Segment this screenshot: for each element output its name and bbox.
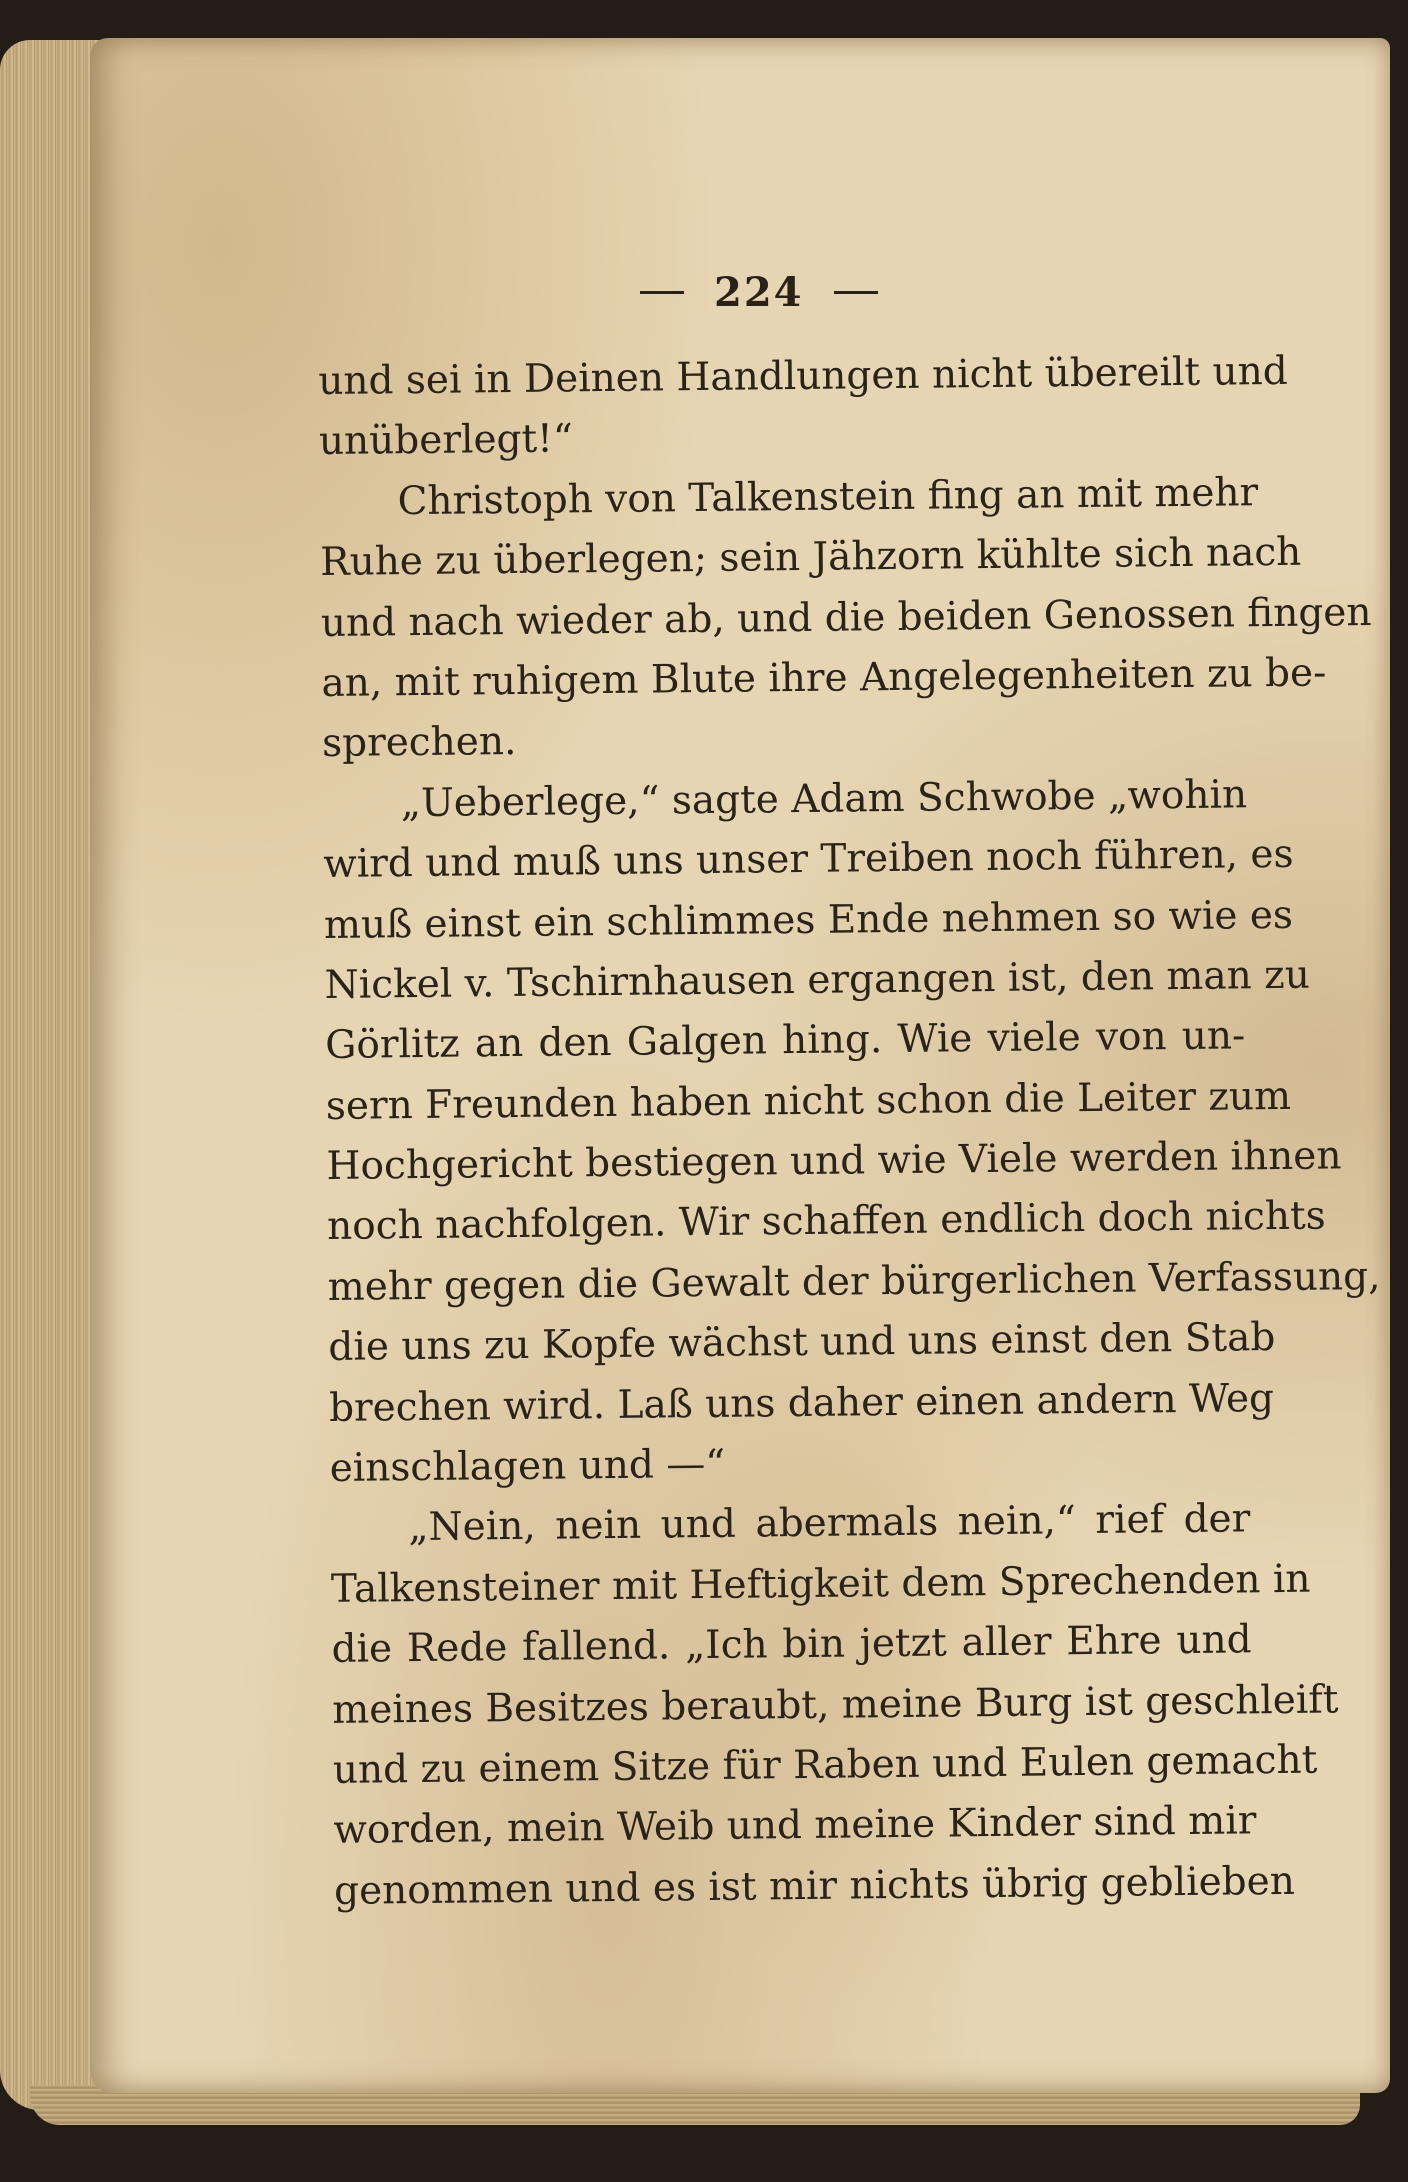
- text-line: sprechen.: [321, 719, 517, 767]
- text-line: „Nein, nein und abermals nein,“ rief der: [408, 1496, 1251, 1551]
- text-line: Ruhe zu überlegen; sein Jähzorn kühlte sich nach: [319, 529, 1302, 586]
- text-line: meines Besitzes beraubt, meine Burg ist geschleift: [331, 1676, 1339, 1733]
- text-line: Hochgericht bestiegen und wie Viele werden ihnen: [326, 1133, 1342, 1190]
- text-line: Nickel v. Tschirnhausen ergangen ist, den man zu: [324, 952, 1311, 1008]
- text-line: „Ueberlege,“ sagte Adam Schwobe „wohin: [400, 772, 1248, 826]
- text-line: sern Freunden haben nicht schon die Leiter zum: [325, 1073, 1292, 1129]
- body-text: [318, 342, 1381, 1922]
- text-line: Talkensteiner mit Heftigkeit dem Sprechenden in: [330, 1556, 1311, 1612]
- text-line: einschlagen und —“: [329, 1441, 726, 1491]
- text-line: und nach wieder ab, und die beiden Genossen fingen: [320, 589, 1372, 646]
- text-line: wird und muß uns unser Treiben noch führen, es: [323, 831, 1294, 888]
- text-line: und sei in Deinen Handlungen nicht übereilt und: [318, 348, 1288, 404]
- text-line: an, mit ruhigem Blute ihre Angelegenheiten zu be-: [321, 650, 1327, 706]
- text-line: worden, mein Weib und meine Kinder sind mir: [333, 1798, 1257, 1854]
- text-line: genommen und es ist mir nichts übrig geblieben: [333, 1858, 1296, 1914]
- text-line: brechen wird. Laß uns daher einen andern Weg: [328, 1375, 1275, 1431]
- text-line: muß einst ein schlimmes Ende nehmen so wie es: [323, 892, 1294, 948]
- page-header: [640, 262, 878, 322]
- text-line: und zu einem Sitze für Raben und Eulen gemacht: [332, 1737, 1318, 1793]
- text-line: noch nachfolgen. Wir schaffen endlich doch nichts: [326, 1193, 1326, 1250]
- text-line: die uns zu Kopfe wächst und uns einst den Stab: [328, 1315, 1276, 1371]
- text-line: Görlitz an den Galgen hing. Wie viele von un-: [325, 1013, 1246, 1069]
- page-number: 224: [714, 268, 804, 316]
- header-dash-left: [640, 291, 684, 294]
- text-line: unüberlegt!“: [318, 416, 574, 465]
- header-dash-right: [834, 291, 878, 294]
- text-line: Christoph von Talkenstein fing an mit mehr: [397, 469, 1259, 524]
- text-line: die Rede fallend. „Ich bin jetzt aller Ehre und: [331, 1617, 1252, 1673]
- text-line: mehr gegen die Gewalt der bürgerlichen Verfassung,: [327, 1253, 1381, 1310]
